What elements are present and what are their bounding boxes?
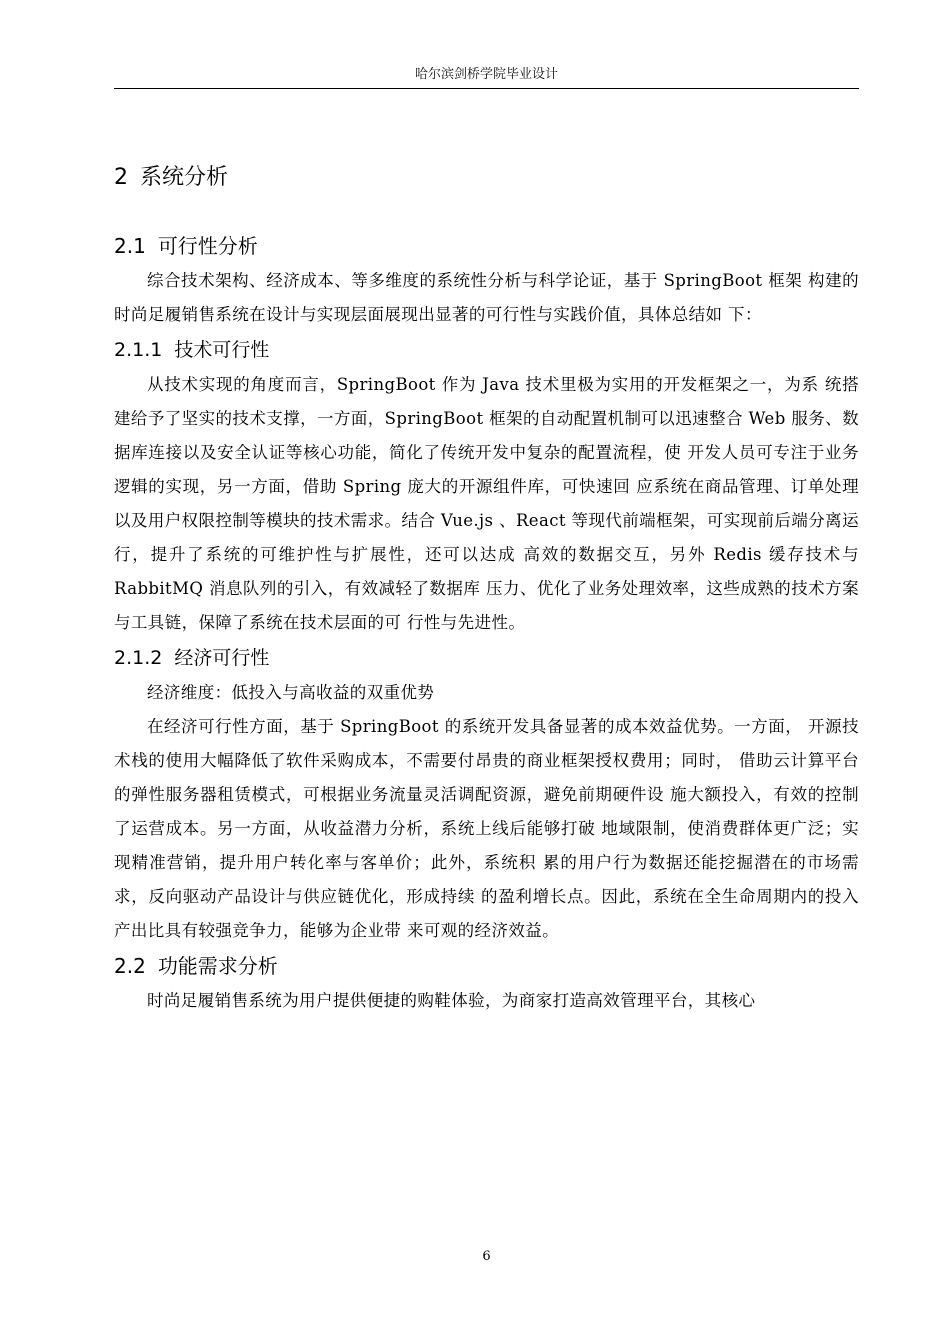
section-title: 经济可行性 (174, 647, 270, 669)
section-heading-2-1-2 (114, 640, 859, 676)
section-heading-2-1 (114, 228, 859, 264)
page-number: 6 (482, 1249, 491, 1264)
section-number: 2.1 (114, 234, 146, 258)
section-title: 可行性分析 (157, 234, 258, 258)
section-number: 2.1.2 (114, 647, 163, 669)
section-heading-2-1-1 (114, 332, 859, 368)
chapter-heading (114, 158, 859, 198)
chapter-title: 系统分析 (140, 165, 229, 190)
paragraph-functional-requirements: 时尚足履销售系统为用户提供便捷的购鞋体验，为商家打造高效管理平台，其核心 (147, 991, 756, 1010)
section-title: 技术可行性 (174, 339, 270, 361)
paragraph-technical-feasibility: 从技术实现的角度而言，SpringBoot 作为 Java 技术里极为实用的开发框架之一，为系 统搭建给予了坚实的技术支撑，一方面，SpringBoot 框架的自动配置机制可以迅速整合 Web 服务、数据库连接以及安全认证等核心功能，简化了传统开发中复杂的配置流程，使 开发人员可专注于业务逻辑的实现，另一方面，借助 Spring 庞大的开源组件库，可快速回 应系统在商品管理、订单处理以及用户权限控制等模块的技术需求。结合 Vue.js 、React 等现代前端框架，可实现前后端分离运行，提升了系统的可维护性与扩展性，还可以达成 高效的数据交互，另外 Redis 缓存技术与 RabbitMQ 消息队列的引入，有效减轻了数据库 压力、优化了业务处理效率，这些成熟的技术方案与工具链，保障了系统在技术层面的可 行性与先进性。 (114, 375, 859, 632)
header-rule (114, 88, 859, 89)
section-heading-2-2 (114, 948, 859, 984)
chapter-number: 2 (114, 165, 128, 190)
paragraph-feasibility-intro: 综合技术架构、经济成本、等多维度的系统性分析与科学论证，基于 SpringBoot 框架 构建的时尚足履销售系统在设计与实现层面展现出显著的可行性与实践价值，具体总结如 下： (114, 271, 859, 324)
page-header: 哈尔滨剑桥学院毕业设计 (414, 67, 558, 82)
section-number: 2.1.1 (114, 339, 163, 361)
section-title: 功能需求分析 (157, 954, 278, 978)
paragraph-economic-lead: 经济维度：低投入与高收益的双重优势 (147, 683, 435, 702)
paragraph-economic-feasibility: 在经济可行性方面，基于 SpringBoot 的系统开发具备显著的成本效益优势。一方面， 开源技术栈的使用大幅降低了软件采购成本，不需要付昂贵的商业框架授权费用；同时， 借助云计算平台的弹性服务器租赁模式，可根据业务流量灵活调配资源，避免前期硬件设 施大额投入，有效的控制了运营成本。另一方面，从收益潜力分析，系统上线后能够打破 地域限制，使消费群体更广泛；实现精准营销，提升用户转化率与客单价；此外，系统积 累的用户行为数据还能挖掘潜在的市场需求，反向驱动产品设计与供应链优化，形成持续 的盈利增长点。因此，系统在全生命周期内的投入产出比具有较强竞争力，能够为企业带 来可观的经济效益。 (114, 717, 859, 940)
section-number: 2.2 (114, 954, 146, 978)
page-content (114, 158, 859, 1018)
